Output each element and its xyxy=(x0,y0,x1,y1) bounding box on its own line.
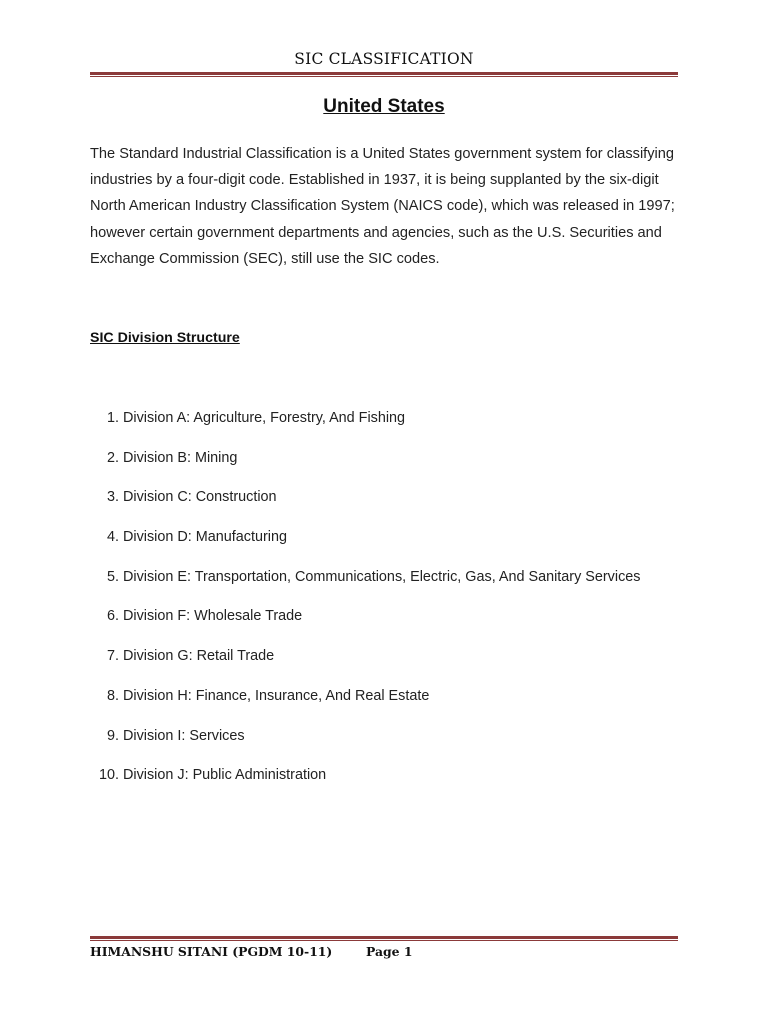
list-item-number: 10. xyxy=(98,767,119,784)
list-item-text: Division I: Services xyxy=(123,727,245,744)
list-item-text: Division J: Public Administration xyxy=(123,767,327,784)
document-heading: United States xyxy=(323,96,445,117)
list-item-number: 4. xyxy=(106,529,119,546)
list-item-text: Division E: Transportation, Communications, Electric, Gas, And Sanitary Services xyxy=(123,568,641,585)
list-item-number: 5. xyxy=(106,568,119,585)
list-item xyxy=(90,447,640,487)
intro-paragraph: The Standard Industrial Classification is a United States government system for classifying industries by a four-digit code. Established in 1937, it is being supplanted by the six-digit North American Industry Classification System (NAICS code), which was released in 1997; however certain government departments and agencies, such as the U.S. Securities and Exchange Commission (SEC), still use the SIC codes. xyxy=(90,146,675,267)
list-item xyxy=(90,725,640,765)
list-item-text: Division A: Agriculture, Forestry, And Fishing xyxy=(123,410,406,426)
list-item-number: 6. xyxy=(106,608,119,625)
header-rule-thin xyxy=(90,76,678,77)
list-item xyxy=(90,645,640,685)
list-item-number: 1. xyxy=(106,410,119,426)
list-item xyxy=(90,486,640,526)
footer-page-number: Page 1 xyxy=(366,944,413,959)
list-item xyxy=(90,526,640,566)
list-item-text: Division D: Manufacturing xyxy=(123,529,287,546)
list-item xyxy=(90,685,640,725)
footer-rule xyxy=(90,936,678,941)
list-item xyxy=(90,566,640,606)
division-list xyxy=(90,407,640,804)
list-item-text: Division C: Construction xyxy=(123,489,277,506)
list-item xyxy=(90,605,640,645)
footer-rule-thick xyxy=(90,936,678,939)
list-item xyxy=(90,407,640,447)
list-item-number: 2. xyxy=(106,449,119,466)
list-item-number: 8. xyxy=(106,687,119,704)
footer-rule-thin xyxy=(90,940,678,941)
list-item-text: Division F: Wholesale Trade xyxy=(123,608,303,625)
footer-author: HIMANSHU SITANI (PGDM 10-11) xyxy=(90,944,333,959)
list-item-text: Division B: Mining xyxy=(123,449,238,466)
list-item-text: Division H: Finance, Insurance, And Real Estate xyxy=(123,687,430,704)
header-rule xyxy=(90,72,678,77)
list-item xyxy=(90,764,640,804)
header-rule-thick xyxy=(90,72,678,75)
list-item-number: 9. xyxy=(106,727,119,744)
list-item-text: Division G: Retail Trade xyxy=(123,648,275,665)
list-item-number: 7. xyxy=(106,648,119,665)
list-item-number: 3. xyxy=(106,489,119,506)
section-heading: SIC Division Structure xyxy=(90,330,240,346)
header-title: SIC CLASSIFICATION xyxy=(294,50,474,68)
